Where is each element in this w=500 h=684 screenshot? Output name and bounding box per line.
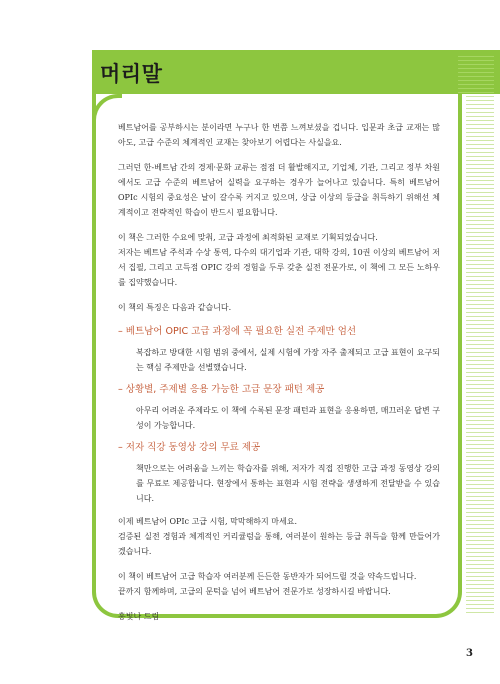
paragraph-encouragement: 이제 베트남어 OPIc 고급 시험, 막막해하지 마세요. 검증된 실전 경험과 체계적인 커리큘럼을 통해, 여러분이 원하는 등급 취득을 함께 만들어가겠습니다.	[118, 517, 440, 556]
page-title: 머리말	[100, 62, 163, 86]
feature-text-1: 복잡하고 방대한 시험 범위 중에서, 실제 시험에 가장 자주 출제되고 고급 표현이 요구되는 핵심 주제만을 선별했습니다.	[136, 348, 440, 372]
paragraph-closing: 이 책이 베트남어 고급 학습자 여러분께 든든한 동반자가 되어드릴 것을 약속드립니다. 끝까지 함께하며, 고급의 문턱을 넘어 베트남어 전문가로 성장하시길 바랍니다.	[118, 572, 417, 596]
preface-content	[118, 120, 440, 634]
header-stripes	[458, 56, 494, 94]
feature-title-3: – 저자 직강 동영상 강의 무료 제공	[118, 442, 261, 453]
feature-text-3: 책만으로는 어려움을 느끼는 학습자를 위해, 저자가 직접 진행한 고급 과정 동영상 강의를 무료로 제공합니다. 현장에서 통하는 표현과 시험 전략을 생생하게 전달받을 수 있습니다.	[136, 464, 440, 503]
feature-title-1: – 베트남어 OPIC 고급 과정에 꼭 필요한 실전 주제만 엄선	[118, 326, 357, 337]
paragraph-background: 그러던 한-베트남 간의 경제·문화 교류는 점점 더 활발해지고, 기업체, 기관, 그리고 정부 차원에서도 고급 수준의 베트남어 실력을 요구하는 경우가 늘어나고 있습니다. 특히 베트남어 OPIc 시험의 중요성은 날이 갈수록 커지고 있으며, 상급 이상의 등급을 취득하기 위해선 체계적이고 전략적인 학습이 반드시 필요합니다.	[118, 163, 440, 217]
side-stripes	[466, 96, 494, 616]
paragraph-features-intro: 이 책의 특징은 다음과 같습니다.	[118, 303, 232, 312]
signature: 홍빛나 드림	[118, 612, 160, 621]
paragraph-purpose: 이 책은 그러한 수요에 맞춰, 고급 과정에 최적화된 교재로 기획되었습니다. 저자는 베트남 주석과 수상 통역, 다수의 대기업과 기관, 대학 강의, 10권 이상의 베트남어 저서 집필, 그리고 고득점 OPIC 강의 경험을 두루 갖춘 실전 전문가로, 이 책에 그 모든 노하우를 집약했습니다.	[118, 233, 440, 287]
page-number: 3	[466, 648, 473, 659]
paragraph-intro: 베트남어를 공부하시는 분이라면 누구나 한 번쯤 느껴보셨을 겁니다. 입문과 초급 교재는 많아도, 고급 수준의 체계적인 교재는 찾아보기 어렵다는 사실을요.	[118, 123, 440, 147]
feature-title-2: – 상황별, 주제별 응용 가능한 고급 문장 패턴 제공	[118, 384, 325, 395]
feature-text-2: 아무리 어려운 주제라도 이 책에 수록된 문장 패턴과 표현을 응용하면, 매끄러운 답변 구성이 가능합니다.	[136, 406, 440, 430]
